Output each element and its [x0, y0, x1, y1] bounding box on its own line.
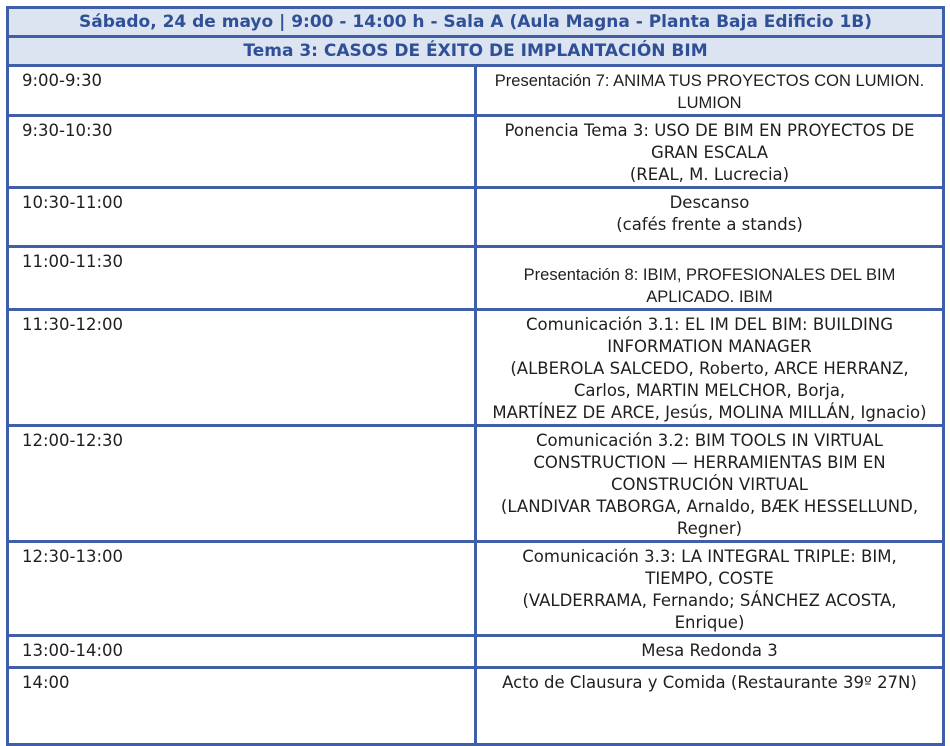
- session-cell: [476, 116, 944, 188]
- session-cell: [476, 188, 944, 247]
- session-cell: [476, 636, 944, 668]
- theme-header-row: [8, 37, 944, 66]
- time-cell: 12:30-13:00: [8, 542, 476, 636]
- session-line: Comunicación 3.2: BIM TOOLS IN VIRTUAL CONSTRUCTION — HERRAMIENTAS BIM EN: [533, 431, 886, 472]
- table-row: [8, 542, 944, 636]
- session-line: CONSTRUCIÓN VIRTUAL: [611, 475, 808, 494]
- time-cell: 10:30-11:00: [8, 188, 476, 247]
- session-line: Presentación 8: IBIM, PROFESIONALES DEL BIM APLICADO. IBIM: [523, 266, 896, 306]
- session-line: (LANDIVAR TABORGA, Arnaldo, BÆK HESSELLUND, Regner): [500, 497, 919, 538]
- session-cell: [476, 247, 944, 310]
- time-cell: 9:30-10:30: [8, 116, 476, 188]
- time-cell: 9:00-9:30: [8, 66, 476, 116]
- session-line: (ALBEROLA SALCEDO, Roberto, ARCE HERRANZ, Carlos, MARTIN MELCHOR, Borja,: [510, 359, 909, 400]
- session-line: (VALDERRAMA, Fernando; SÁNCHEZ ACOSTA, Enrique): [522, 591, 897, 632]
- day-header: Sábado, 24 de mayo | 9:00 - 14:00 h - Sala A (Aula Magna - Planta Baja Edificio 1B): [8, 8, 944, 37]
- session-line: Descanso: [669, 193, 750, 212]
- session-line: Presentación 7: ANIMA TUS PROYECTOS CON LUMION. LUMION: [494, 72, 925, 112]
- session-line: Mesa Redonda 3: [641, 641, 778, 660]
- time-cell: 14:00: [8, 668, 476, 745]
- day-header-row: [8, 8, 944, 37]
- table-row: [8, 668, 944, 745]
- table-row: [8, 426, 944, 542]
- table-row: [8, 247, 944, 310]
- session-cell: [476, 542, 944, 636]
- session-cell: [476, 310, 944, 426]
- time-cell: 13:00-14:00: [8, 636, 476, 668]
- table-row: [8, 310, 944, 426]
- session-line: (REAL, M. Lucrecia): [629, 165, 790, 184]
- time-cell: 11:30-12:00: [8, 310, 476, 426]
- session-line: MARTÍNEZ DE ARCE, Jesús, MOLINA MILLÁN, Ignacio): [492, 403, 927, 422]
- session-line: Acto de Clausura y Comida (Restaurante 39º 27N): [502, 673, 917, 692]
- session-line: Comunicación 3.3: LA INTEGRAL TRIPLE: BIM, TIEMPO, COSTE: [522, 547, 897, 588]
- session-line: Ponencia Tema 3: USO DE BIM EN PROYECTOS DE GRAN ESCALA: [504, 121, 915, 162]
- session-line: (cafés frente a stands): [616, 215, 803, 234]
- time-cell: 11:00-11:30: [8, 247, 476, 310]
- table-row: [8, 636, 944, 668]
- time-cell: 12:00-12:30: [8, 426, 476, 542]
- table-row: [8, 66, 944, 116]
- table-row: [8, 188, 944, 247]
- session-line: Comunicación 3.1: EL IM DEL BIM: BUILDING INFORMATION MANAGER: [525, 315, 894, 356]
- schedule-table: [6, 6, 945, 746]
- session-cell: [476, 66, 944, 116]
- table-row: [8, 116, 944, 188]
- session-cell: [476, 668, 944, 745]
- theme-header: Tema 3: CASOS DE ÉXITO DE IMPLANTACIÓN BIM: [8, 37, 944, 66]
- session-cell: [476, 426, 944, 542]
